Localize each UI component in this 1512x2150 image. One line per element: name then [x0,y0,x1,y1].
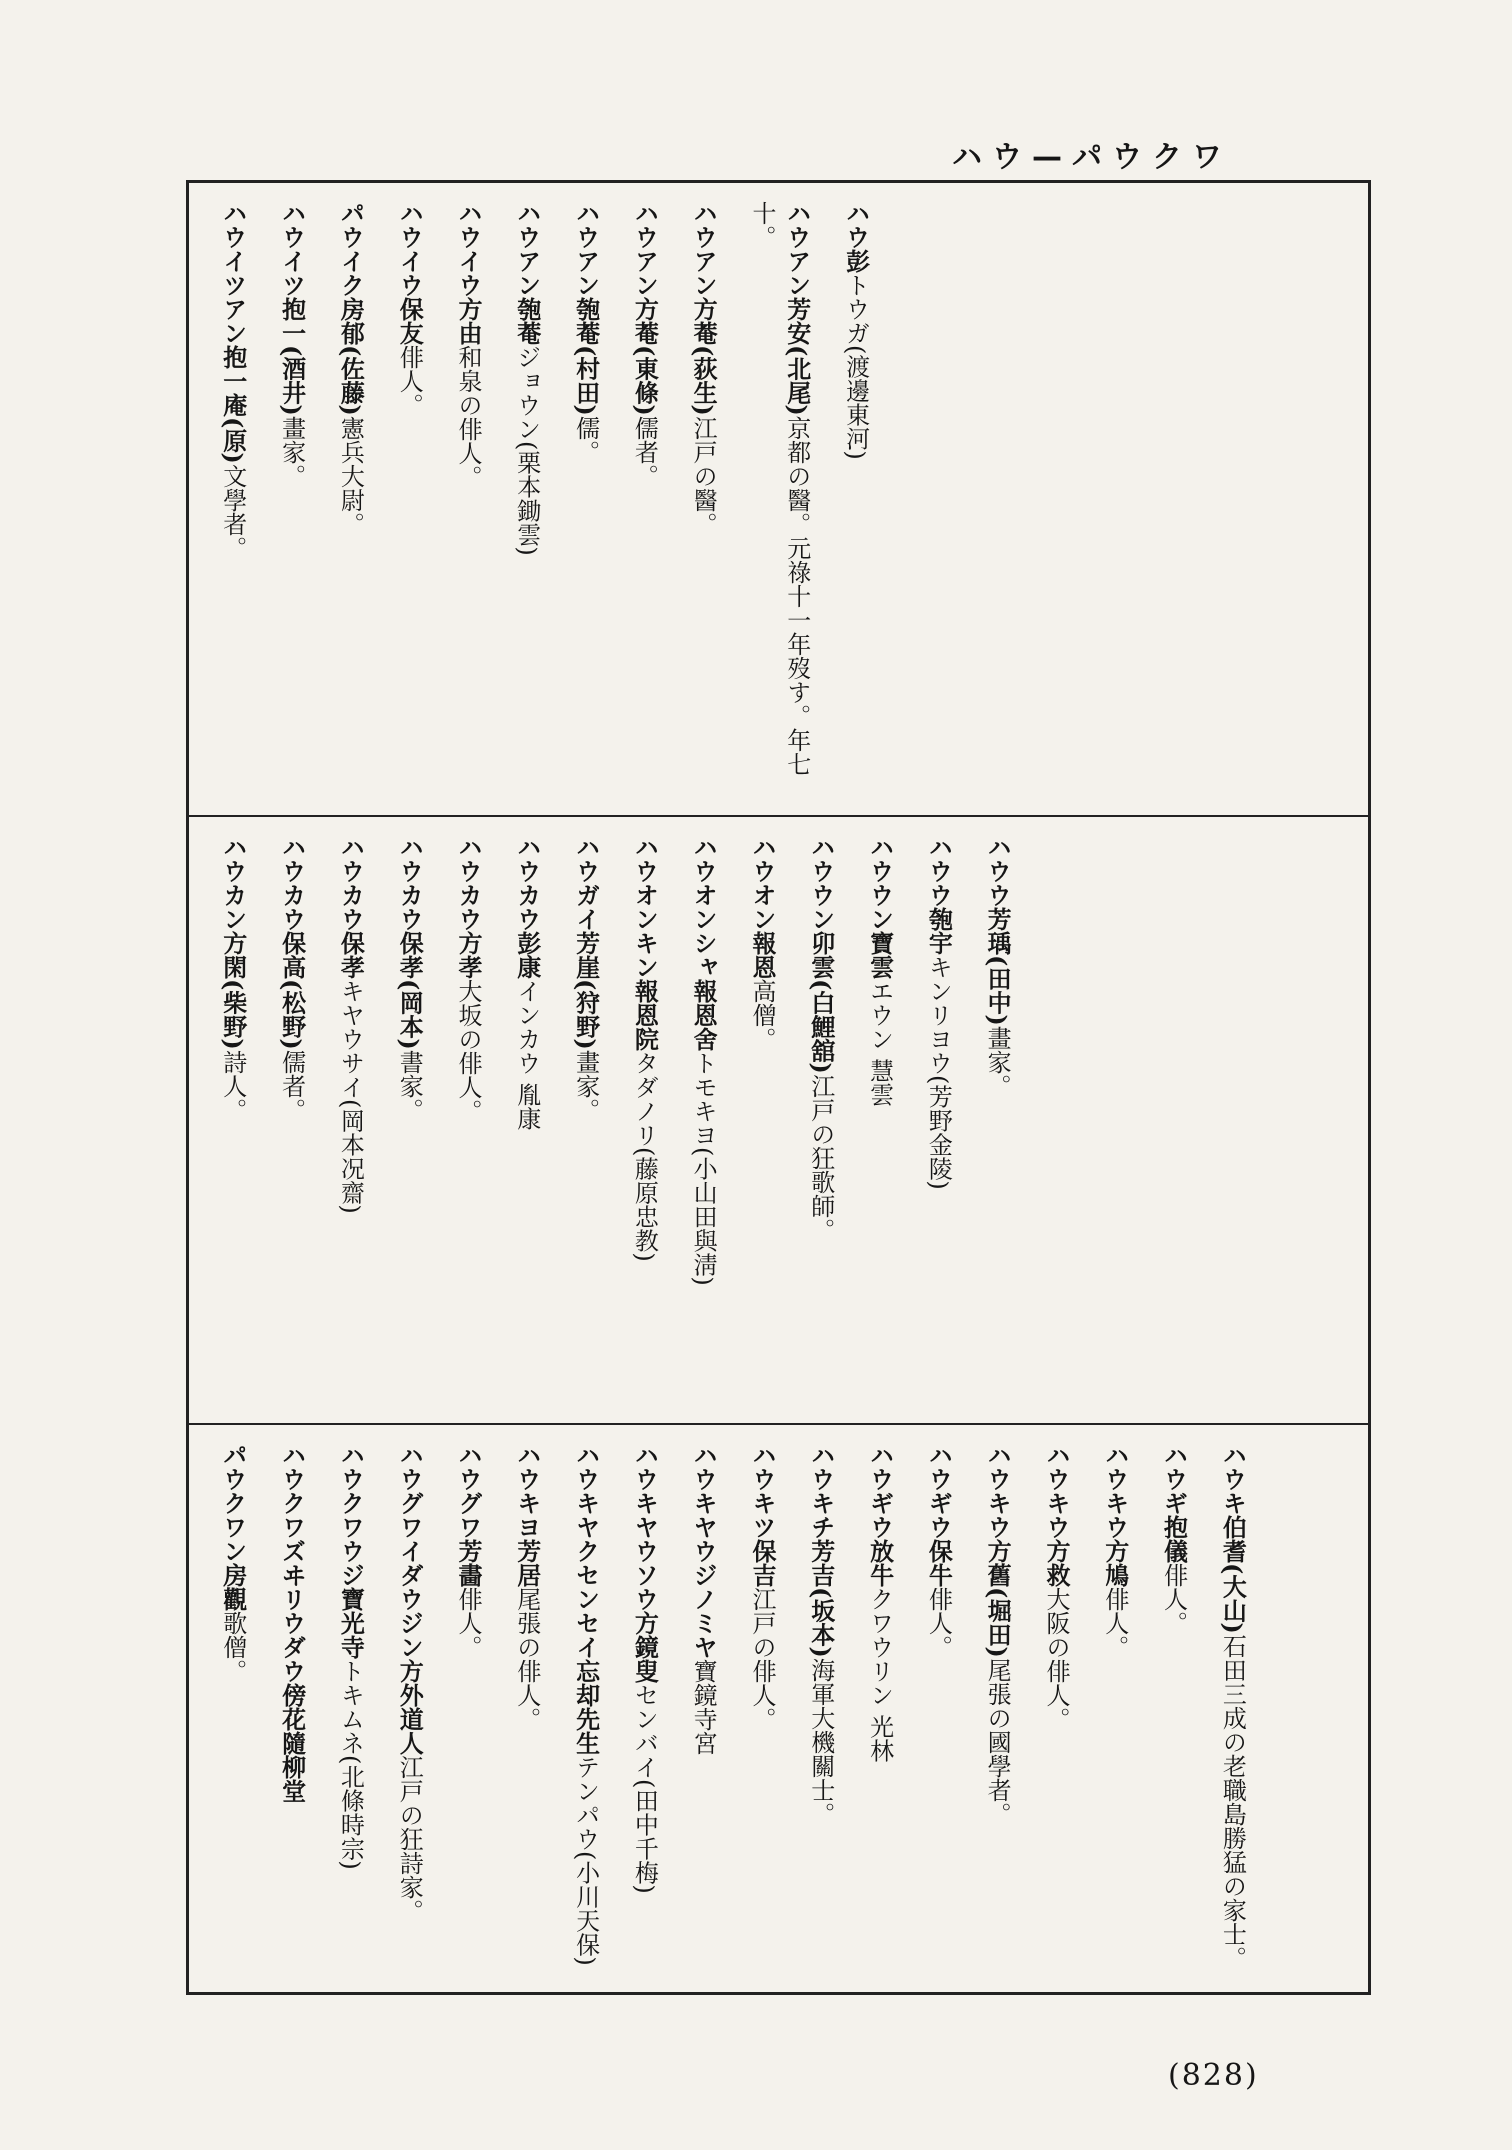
entry-reading: ハウキウ [1041,1443,1070,1539]
entry-headword: ノミヤ [689,1587,719,1659]
entry-gloss: 石田三成の老職島勝猛の家士。 [1218,1633,1247,1970]
entry-reading: ハウカウ [336,835,365,931]
entry-reading: ハウアン [630,201,659,297]
entry-reading: ハウガイ [571,835,600,931]
entry-headword: 方閑(柴野) [218,931,248,1050]
page-number: (828) [1168,2058,1259,2093]
entry-reading: ハウウ [983,835,1012,907]
entry-column [209,201,897,797]
entry-gloss: 江戸の醫。 [689,415,718,536]
dictionary-entry [744,201,814,797]
dictionary-entry [215,835,250,1405]
entry-reading: ハウカン [218,835,247,931]
entry-headword: 彭 [841,249,871,273]
entry-reading: ハウ [841,201,870,249]
entry-gloss: 儒。 [571,415,600,464]
dictionary-entry [450,835,485,1405]
entry-gloss: 俳人。 [1159,1563,1188,1635]
dictionary-entry [1038,1443,1073,1974]
entry-gloss: トウガ(渡邊東河) [841,273,870,460]
dictionary-entry [568,835,603,1405]
entry-reading: ハウカウ [277,835,306,931]
entry-headword: 卯雲(白鯉舘) [806,931,836,1074]
entry-headword: 芳畵 [453,1539,483,1587]
dictionary-entry [391,1443,426,1974]
entry-reading: ハウカウ [453,835,482,931]
entry-reading: ハウキチ [806,1443,835,1539]
entry-headword: 伯耆(大山) [1218,1515,1248,1634]
dictionary-entry [215,1443,250,1974]
entry-headword: 方救 [1041,1539,1071,1587]
entry-gloss: キンリヨウ(芳野金陵) [924,955,953,1190]
entry-gloss: 高僧。 [747,979,776,1051]
entry-gloss: ジョウン(栗本鋤雲) [512,345,541,556]
entry-gloss: センバイ(田中千梅) [630,1683,659,1894]
entry-gloss: 尾張の俳人。 [512,1587,541,1731]
dictionary-entry [979,835,1014,1405]
entry-gloss: キヤウサイ(岡本况齋) [336,979,365,1214]
entry-headword: 抱一(酒井) [277,297,307,416]
dictionary-band-middle [189,815,1368,1423]
entry-gloss: 儒者。 [630,415,659,488]
entry-gloss: 江戸の俳人。 [747,1587,776,1731]
entry-headword: 方舊(堀田) [983,1539,1013,1658]
entry-reading: ハウアン [512,201,541,297]
dictionary-entry [215,201,250,797]
entry-reading: ハウグワイダウジン [395,1443,424,1659]
entry-reading: ハウキヨ [512,1443,541,1539]
entry-gloss: タダノリ(藤原忠教) [630,1051,659,1262]
entry-reading: ハウイツ [277,201,306,297]
entry-headword: 抱儀 [1159,1515,1189,1563]
dictionary-entry [333,835,368,1405]
entry-headword: 報恩 [747,931,777,979]
entry-headword: 方外道人 [395,1659,425,1755]
dictionary-entry [627,201,662,797]
entry-reading: ハウギウ [924,1443,953,1539]
entry-reading: ハウキウ [983,1443,1012,1539]
entry-headword: 芳崖(狩野) [571,931,601,1050]
entry-reading: ハウクワズヰリウダウ [277,1443,306,1683]
entry-headword: 方菴(荻生) [689,297,719,416]
entry-gloss: 江戸の狂歌師。 [806,1073,835,1242]
entry-gloss: 俳人。 [1100,1587,1129,1659]
dictionary-entry [803,835,838,1405]
entry-reading: ハウアン [571,201,600,297]
entry-reading: ハウウ [924,835,953,907]
entry-reading: パウクワン [218,1443,247,1563]
dictionary-entry [627,835,662,1405]
dictionary-entry [568,201,603,797]
dictionary-entry [509,1443,544,1974]
dictionary-entry [744,1443,779,1974]
entry-headword: 寶雲 [865,931,895,979]
dictionary-entry [744,835,779,1405]
entry-headword: 方鳩 [1100,1539,1130,1587]
dictionary-entry [333,201,368,797]
entry-headword: 方菴(東條) [630,297,660,416]
entry-headword: 匏菴(村田) [571,297,601,416]
entry-headword: 匏宇 [924,907,954,955]
entry-gloss: 詩人。 [218,1049,247,1122]
dictionary-entry [450,201,485,797]
entry-headword: 芳吉(坂本) [806,1539,836,1658]
dictionary-entry [627,1443,662,1974]
entry-reading: ハウカウ [512,835,541,931]
entry-gloss: 尾張の國學者。 [983,1657,1012,1826]
entry-gloss: 俳人。 [924,1587,953,1659]
dictionary-band-top [189,183,1368,815]
entry-reading: ハウキウ [1100,1443,1129,1539]
entry-reading: ハウオンキン [630,835,659,979]
dictionary-entry [333,1443,368,1974]
entry-reading: ハウギ [1159,1443,1188,1515]
entry-headword: 報恩院 [630,979,660,1051]
dictionary-entry [391,201,426,797]
entry-reading: ハウイウ [395,201,424,297]
entry-gloss: トモキヨ(小山田與淸) [689,1051,718,1286]
entry-gloss: 和泉の俳人。 [453,345,482,489]
entry-gloss: 江戸の狂詩家。 [395,1755,424,1923]
entry-headword: 芳居 [512,1539,542,1587]
entry-headword: 房郁(佐藤) [336,297,366,416]
dictionary-entry [509,201,544,797]
dictionary-entry [685,201,720,797]
entry-gloss: 俳人。 [453,1587,482,1659]
entry-gloss: テンパウ(小川天保) [571,1755,600,1966]
dictionary-entry [921,835,956,1405]
entry-reading: ハウグワ [453,1443,482,1539]
entry-gloss: 畫家。 [277,415,306,488]
entry-gloss: インカウ 胤康 [512,979,541,1131]
entry-reading: ハウイウ [453,201,482,297]
entry-gloss: 大阪の俳人。 [1041,1587,1070,1731]
dictionary-entry [450,1443,485,1974]
dictionary-entry [274,201,309,797]
entry-headword: 保高(松野) [277,931,307,1050]
entry-headword: 保孝 [336,931,366,979]
dictionary-entry [274,835,309,1405]
entry-gloss: 畫家。 [983,1025,1012,1098]
dictionary-entry [509,835,544,1405]
entry-headword: 寶光寺 [336,1587,366,1659]
entry-gloss: 大坂の俳人。 [453,979,482,1123]
dictionary-entry [979,1443,1014,1974]
entry-reading: ハウアン [782,201,811,297]
dictionary-entry [274,1443,309,1974]
dictionary-band-bottom [189,1423,1368,1992]
entry-column [209,835,1038,1405]
entry-headword: 方鏡叟 [630,1611,660,1683]
entry-reading: パウイク [336,201,365,297]
entry-reading: ハウオンシャ [689,835,718,979]
dictionary-entry [921,1443,956,1974]
entry-headword: 方孝 [453,931,483,979]
dictionary-entry [803,1443,838,1974]
entry-headword: 報恩舍 [689,979,719,1051]
entry-headword: 放牛 [865,1539,895,1587]
dictionary-entry [1156,1443,1191,1974]
entry-reading: ハウギウ [865,1443,894,1539]
entry-gloss: 文學者。 [218,463,247,560]
entry-reading: ハウクワウジ [336,1443,365,1587]
entry-reading: ハウカウ [395,835,424,931]
entry-gloss: 儒者。 [277,1049,306,1122]
entry-reading: ハウキツ [747,1443,776,1539]
entry-reading: ハウキヤウソウ [630,1443,659,1611]
entry-column [209,1443,1273,1974]
entry-gloss: トキムネ(北條時宗) [336,1659,365,1870]
entry-gloss: 歌僧。 [218,1611,247,1683]
entry-headword: 保吉 [747,1539,777,1587]
entry-headword: 芳安(北尾) [782,297,812,416]
entry-reading: ハウキヤウジ [689,1443,718,1587]
entry-reading: ハウアン [689,201,718,297]
dictionary-entry [1215,1443,1250,1974]
entry-gloss: 俳人。 [395,345,424,417]
entry-headword: 保孝(岡本) [395,931,425,1050]
entry-headword: 房觀 [218,1563,248,1611]
entry-headword: 保牛 [924,1539,954,1587]
page-frame [186,180,1371,1995]
entry-headword: 抱一庵(原) [218,345,248,464]
entry-gloss: エウン 慧雲 [865,979,894,1107]
dictionary-entry [862,1443,897,1974]
entry-reading: ハウウン [806,835,835,931]
entry-headword: 匏菴 [512,297,542,345]
entry-gloss: 憲兵大尉。 [336,415,365,536]
entry-headword: 傍花隨柳堂 [277,1683,307,1803]
entry-gloss: 海軍大機關士。 [806,1657,835,1826]
entry-headword: 忘却先生 [571,1659,601,1755]
dictionary-entry [685,1443,720,1974]
entry-gloss: 書家。 [395,1049,424,1122]
entry-headword: 方由 [453,297,483,345]
entry-reading: ハウキヤクセンセイ [571,1443,600,1659]
dictionary-entry [391,835,426,1405]
entry-headword: 彭康 [512,931,542,979]
entry-reading: ハウオン [747,835,776,931]
dictionary-entry [838,201,873,797]
dictionary-entry [685,835,720,1405]
running-head: ハウ—パウクワ [952,140,1232,175]
entry-gloss: 寶鏡寺宮 [689,1659,718,1755]
dictionary-entry [568,1443,603,1974]
entry-reading: ハウウン [865,835,894,931]
entry-headword: 芳瑀(田中) [983,907,1013,1026]
entry-gloss: 畫家。 [571,1049,600,1122]
entry-reading: ハウキ [1218,1443,1247,1515]
dictionary-entry [862,835,897,1405]
entry-reading: ハウイツアン [218,201,247,345]
entry-headword: 保友 [395,297,425,345]
dictionary-entry [1097,1443,1132,1974]
entry-gloss: クワウリン 光林 [865,1587,894,1763]
entry-gloss: 京都の醫。元祿十一年歿す。年七十。 [747,201,811,776]
